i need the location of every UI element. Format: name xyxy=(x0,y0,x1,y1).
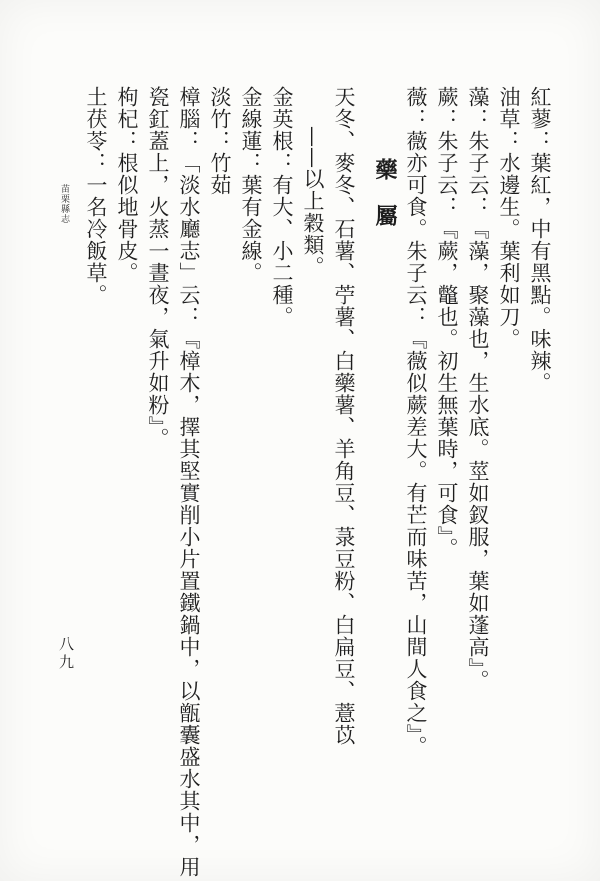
text-block xyxy=(80,86,555,878)
entry-wei: 薇：薇亦可食。朱子云：『薇似蕨差大。有芒而味苦，山間人食之』。 xyxy=(404,86,428,758)
entry-zhangnao: 樟腦：「淡水廳志」云：『樟木，擇其堅實削小片置鐵鍋中，以甑囊盛水其中，用 xyxy=(177,86,201,878)
entry-tufuling: 土茯苓：一名冷飯草。 xyxy=(84,86,108,306)
entry-hongliao: 紅蓼：葉紅，中有黑點。味辣。 xyxy=(528,86,552,394)
grain-list: 天冬、麥冬、石薯、苧薯、白藥薯、羊角豆、菉豆粉、白扁豆、薏苡 xyxy=(332,86,356,746)
section-header-medicine: 藥 屬 xyxy=(372,158,398,227)
entry-zhangnao-continued: 瓷釭蓋上，火蒸一晝夜，氣升如粉』。 xyxy=(146,86,170,450)
page-number: 八九 xyxy=(57,636,75,672)
section-end-label: 以上穀類。 xyxy=(301,168,325,278)
entry-zao: 藻：朱子云：『藻，聚藻也，生水底。莖如釵服，葉如蓬高』。 xyxy=(466,86,490,692)
entry-youcao: 油草：水邊生。葉利如刀。 xyxy=(497,86,521,350)
entry-jinyinggen: 金英根：有大、小二種。 xyxy=(270,86,294,328)
section-end-marker xyxy=(297,86,328,846)
section-end-dash: —— xyxy=(301,126,325,168)
book-margin-title: 苗栗縣志 xyxy=(59,184,69,224)
entry-danzhu: 淡竹：竹茹 xyxy=(208,86,232,196)
entry-gouqi: 枸杞：根似地骨皮。 xyxy=(115,86,139,284)
entry-jue: 蕨：朱子云：『蕨，鼈也。初生無葉時，可食』。 xyxy=(435,86,459,560)
entry-jinxianlian: 金線蓮：葉有金線。 xyxy=(239,86,263,284)
